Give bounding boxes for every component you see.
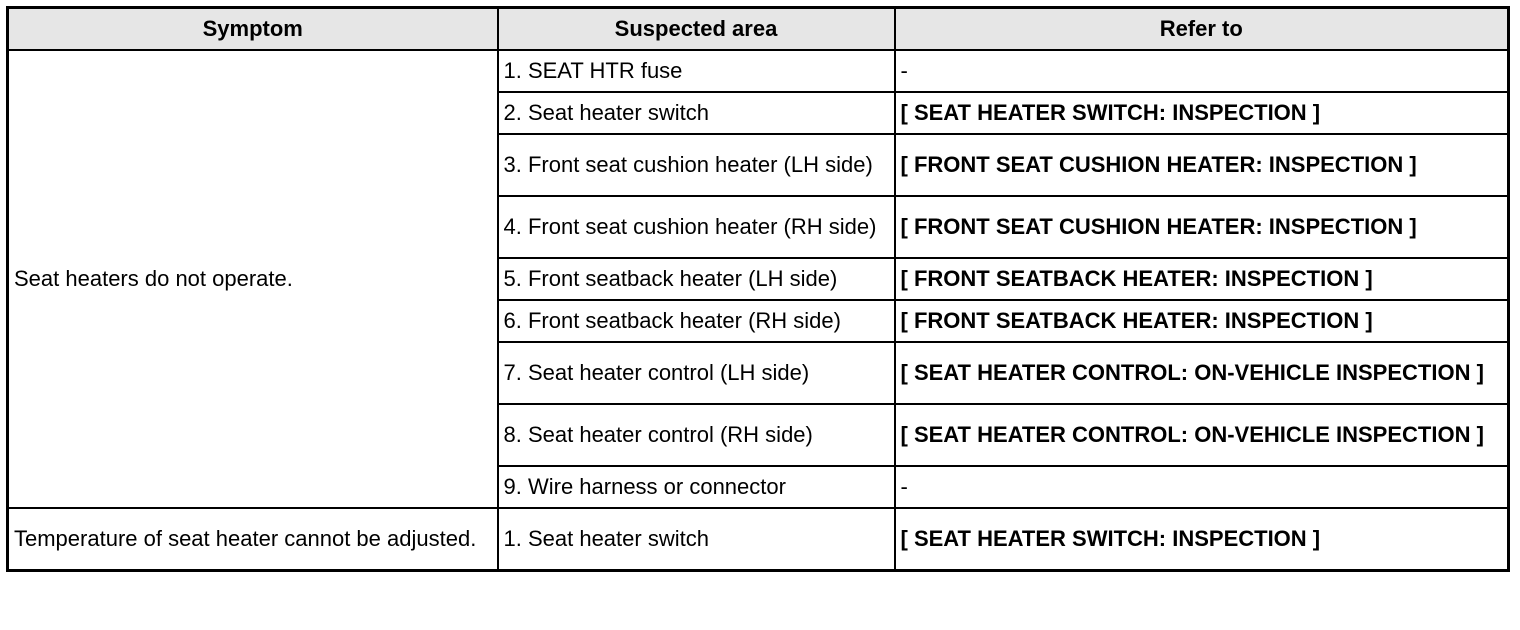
suspected-area-cell: 9. Wire harness or connector <box>498 466 895 508</box>
symptom-cell: Seat heaters do not operate. <box>8 50 498 508</box>
refer-to-link[interactable]: [ SEAT HEATER SWITCH: INSPECTION ] <box>895 508 1509 571</box>
suspected-area-cell: 7. Seat heater control (LH side) <box>498 342 895 404</box>
suspected-area-cell: 5. Front seatback heater (LH side) <box>498 258 895 300</box>
refer-to-cell: - <box>895 466 1509 508</box>
suspected-area-cell: 3. Front seat cushion heater (LH side) <box>498 134 895 196</box>
refer-to-cell: - <box>895 50 1509 92</box>
table-row <box>8 50 1509 92</box>
header-symptom: Symptom <box>8 8 498 51</box>
refer-to-link[interactable]: [ SEAT HEATER CONTROL: ON-VEHICLE INSPECTION ] <box>895 404 1509 466</box>
suspected-area-cell: 1. Seat heater switch <box>498 508 895 571</box>
refer-to-link[interactable]: [ FRONT SEAT CUSHION HEATER: INSPECTION ] <box>895 196 1509 258</box>
table-row <box>8 508 1509 571</box>
refer-to-link[interactable]: [ FRONT SEAT CUSHION HEATER: INSPECTION ] <box>895 134 1509 196</box>
table-header-row <box>8 8 1509 51</box>
refer-to-link[interactable]: [ SEAT HEATER CONTROL: ON-VEHICLE INSPECTION ] <box>895 342 1509 404</box>
refer-to-link[interactable]: [ SEAT HEATER SWITCH: INSPECTION ] <box>895 92 1509 134</box>
suspected-area-cell: 1. SEAT HTR fuse <box>498 50 895 92</box>
symptom-cell: Temperature of seat heater cannot be adjusted. <box>8 508 498 571</box>
suspected-area-cell: 6. Front seatback heater (RH side) <box>498 300 895 342</box>
header-suspected-area: Suspected area <box>498 8 895 51</box>
refer-to-link[interactable]: [ FRONT SEATBACK HEATER: INSPECTION ] <box>895 258 1509 300</box>
header-refer-to: Refer to <box>895 8 1509 51</box>
suspected-area-cell: 2. Seat heater switch <box>498 92 895 134</box>
suspected-area-cell: 8. Seat heater control (RH side) <box>498 404 895 466</box>
refer-to-link[interactable]: [ FRONT SEATBACK HEATER: INSPECTION ] <box>895 300 1509 342</box>
suspected-area-cell: 4. Front seat cushion heater (RH side) <box>498 196 895 258</box>
troubleshooting-table <box>6 6 1510 572</box>
